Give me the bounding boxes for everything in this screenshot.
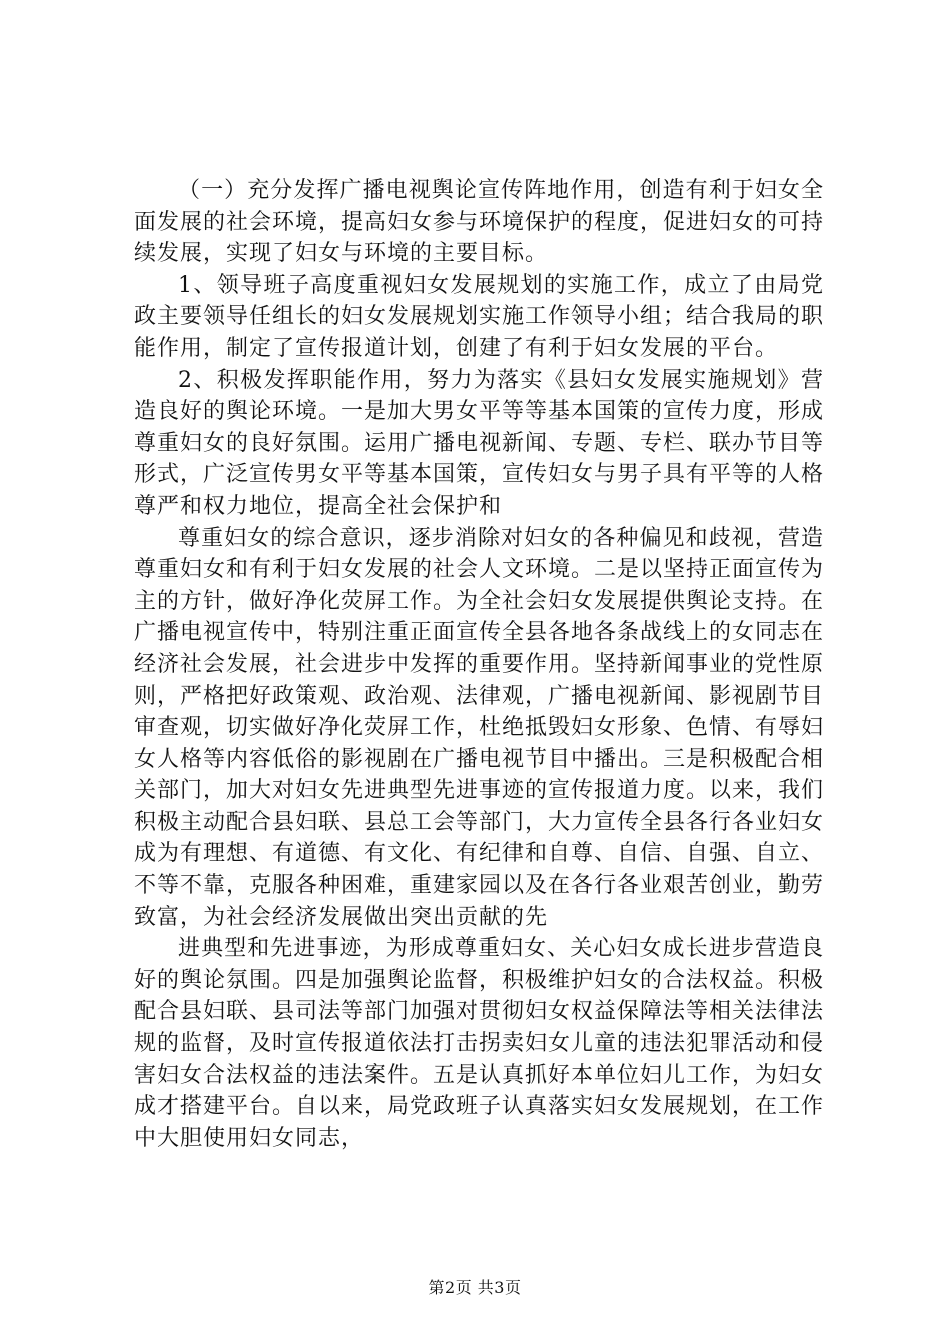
paragraph-continuation-1: 尊重妇女的综合意识，逐步消除对妇女的各种偏见和歧视，营造尊重妇女和有利于妇女发展的社会人文环境。二是以坚持正面宣传为主的方针，做好净化荧屏工作。为全社会妇女发展提供舆论支持。在广播电视宣传中，特别注重正面宣传全县各地各条战线上的女同志在经济社会发展，社会进步中发挥的重要作用。坚持新闻事业的党性原则，严格把好政策观、政治观、法律观，广播电视新闻、影视剧节目审查观，切实做好净化荧屏工作，杜绝抵毁妇女形象、色情、有辱妇女人格等内容低俗的影视剧在广播电视节目中播出。三是积极配合相关部门，加大对妇女先进典型先进事迹的宣传报道力度。以来，我们积极主动配合县妇联、县总工会等部门，大力宣传全县各行各业妇女成为有理想、有道德、有文化、有纪律和自尊、自信、自强、自立、不等不靠，克服各种困难，重建家园以及在各行各业艰苦创业，勤劳致富，为社会经济发展做出突出贡献的先: [134, 525, 825, 930]
paragraph-continuation-2: 进典型和先进事迹，为形成尊重妇女、关心妇女成长进步营造良好的舆论氛围。四是加强舆论监督，积极维护妇女的合法权益。积极配合县妇联、县司法等部门加强对贯彻妇女权益保障法等相关法律法规的监督，及时宣传报道依法打击拐卖妇女儿童的违法犯罪活动和侵害妇女合法权益的违法案件。五是认真抓好本单位妇儿工作，为妇女成才搭建平台。自以来，局党政班子认真落实妇女发展规划，在工作中大胆使用妇女同志，: [134, 936, 825, 1151]
paragraph-section-one: （一）充分发挥广播电视舆论宣传阵地作用，创造有利于妇女全面发展的社会环境，提高妇女参与环境保护的程度，促进妇女的可持续发展，实现了妇女与环境的主要目标。: [134, 178, 825, 267]
paragraph-item-2: 2、积极发挥职能作用，努力为落实《县妇女发展实施规划》营造良好的舆论环境。一是加大男女平等等基本国策的宣传力度，形成尊重妇女的良好氛围。运用广播电视新闻、专题、专栏、联办节目等形式，广泛宣传男女平等基本国策，宣传妇女与男子具有平等的人格尊严和权力地位，提高全社会保护和: [134, 367, 825, 519]
paragraph-item-1: 1、领导班子高度重视妇女发展规划的实施工作，成立了由局党政主要领导任组长的妇女发展规划实施工作领导小组；结合我局的职能作用，制定了宣传报道计划，创建了有利于妇女发展的平台。: [134, 272, 825, 361]
document-body: [134, 175, 824, 1154]
page-number-footer: 第2页 共3页: [428, 1278, 522, 1297]
